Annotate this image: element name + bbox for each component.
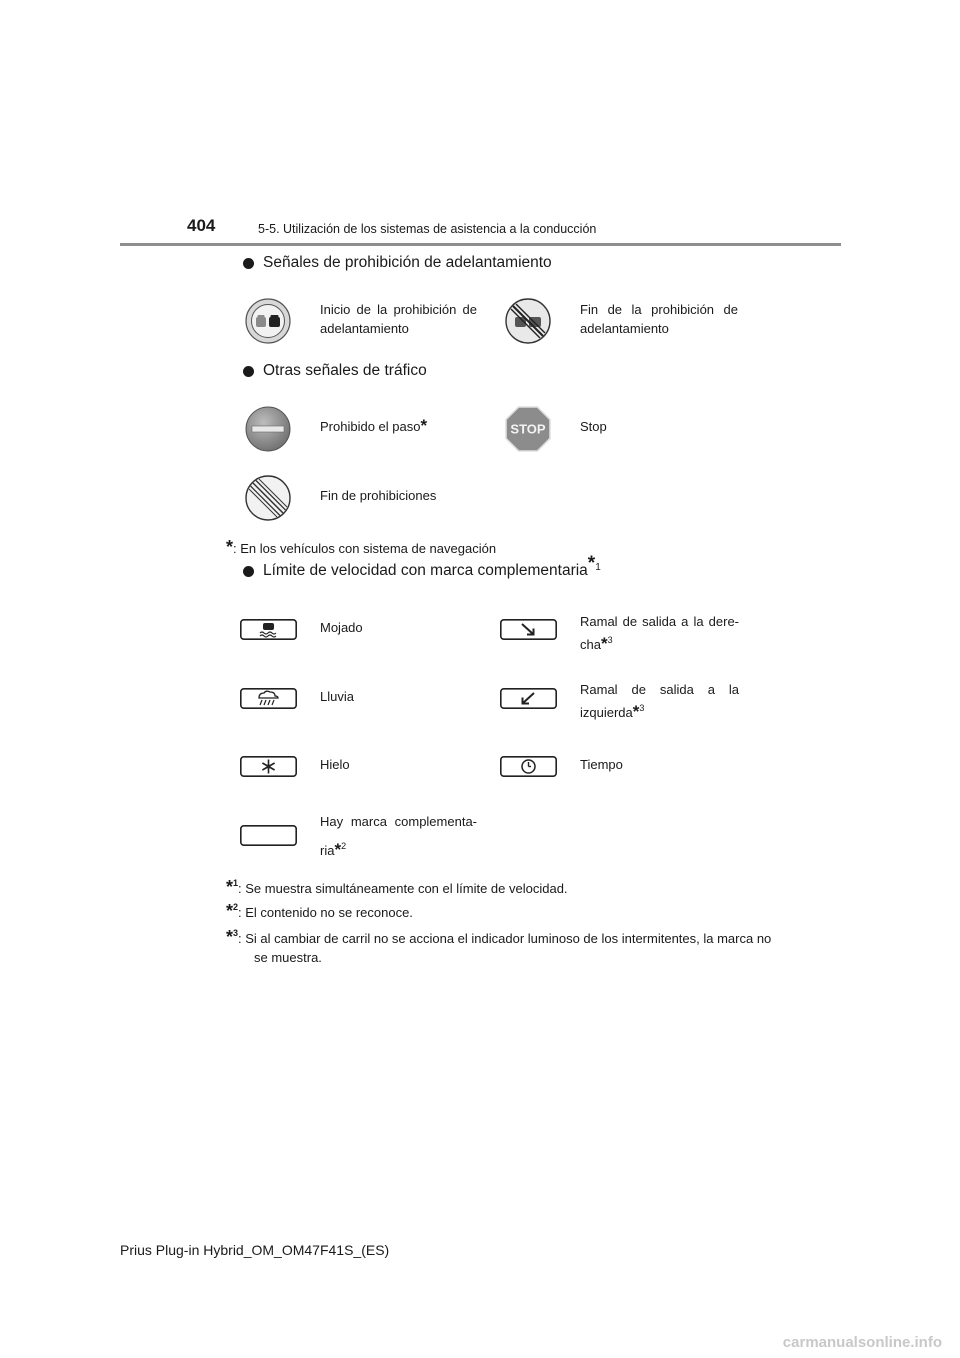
heading-text: Límite de velocidad con marca complementaria bbox=[263, 562, 588, 579]
bullet-icon bbox=[243, 366, 254, 377]
ice-plate-icon bbox=[240, 756, 297, 777]
note-3: *$^3$: Si al cambiar de carril no se acciona el indicador luminoso de los intermitentes, la marca no se muestra. bbox=[226, 927, 772, 965]
heading-text: Señales de prohibición de adelantamiento bbox=[263, 254, 552, 271]
end-no-overtaking-sign-icon bbox=[505, 298, 551, 344]
page-number: 404 bbox=[187, 216, 216, 235]
label-ice: Hielo bbox=[320, 757, 350, 772]
exit-left-plate-icon bbox=[500, 688, 557, 709]
label-end-of-restrictions: Fin de prohibiciones bbox=[320, 488, 437, 503]
exit-right-plate-icon bbox=[500, 619, 557, 640]
footer-document-id: Prius Plug-in Hybrid_OM_OM47F41S_(ES) bbox=[120, 1242, 390, 1258]
label-unrecognized: Hay marca complementa-ria*$^2$ bbox=[320, 814, 477, 859]
no-entry-sign-icon bbox=[245, 406, 291, 452]
stop-sign-text: STOP bbox=[510, 421, 546, 437]
blank-plate-icon bbox=[240, 825, 297, 846]
label-exit-left: Ramal de salida a la izquierda*$^3$ bbox=[580, 682, 739, 721]
clock-plate-icon bbox=[500, 756, 557, 777]
header-rule bbox=[120, 243, 841, 246]
label-end-no-overtaking: Fin de la prohibición de adelantamiento bbox=[580, 302, 738, 336]
label-exit-right: Ramal de salida a la dere-cha*$^3$ bbox=[580, 614, 739, 653]
label-no-entry: Prohibido el paso* bbox=[320, 416, 428, 435]
wet-road-plate-icon bbox=[240, 619, 297, 640]
stop-sign-icon bbox=[505, 406, 551, 452]
end-of-restrictions-sign-icon bbox=[245, 475, 291, 521]
label-time: Tiempo bbox=[580, 757, 623, 772]
heading-text: Otras señales de tráfico bbox=[263, 362, 427, 379]
heading-overtaking bbox=[243, 254, 552, 272]
heading-other bbox=[243, 362, 427, 380]
bullet-icon bbox=[243, 258, 254, 269]
watermark: carmanualsonline.info bbox=[782, 1334, 942, 1351]
section-title: 5-5. Utilización de los sistemas de asistencia a la conducción bbox=[258, 222, 597, 236]
note-1: *$^1$: Se muestra simultáneamente con el límite de velocidad. bbox=[226, 877, 568, 897]
label-wet: Mojado bbox=[320, 620, 363, 635]
no-overtaking-sign-icon bbox=[245, 298, 291, 344]
note-2: *$^2$: El contenido no se reconoce. bbox=[226, 901, 413, 921]
footnote-navigation: *: En los vehículos con sistema de navegación bbox=[226, 537, 497, 557]
rain-plate-icon bbox=[240, 688, 297, 709]
label-no-overtaking: Inicio de la prohibición de adelantamiento bbox=[320, 302, 477, 336]
heading-speed: Límite de velocidad con marca complementaria * $^1$ bbox=[243, 562, 601, 580]
bullet-icon bbox=[243, 566, 254, 577]
label-rain: Lluvia bbox=[320, 689, 354, 704]
label-stop: Stop bbox=[580, 419, 607, 434]
